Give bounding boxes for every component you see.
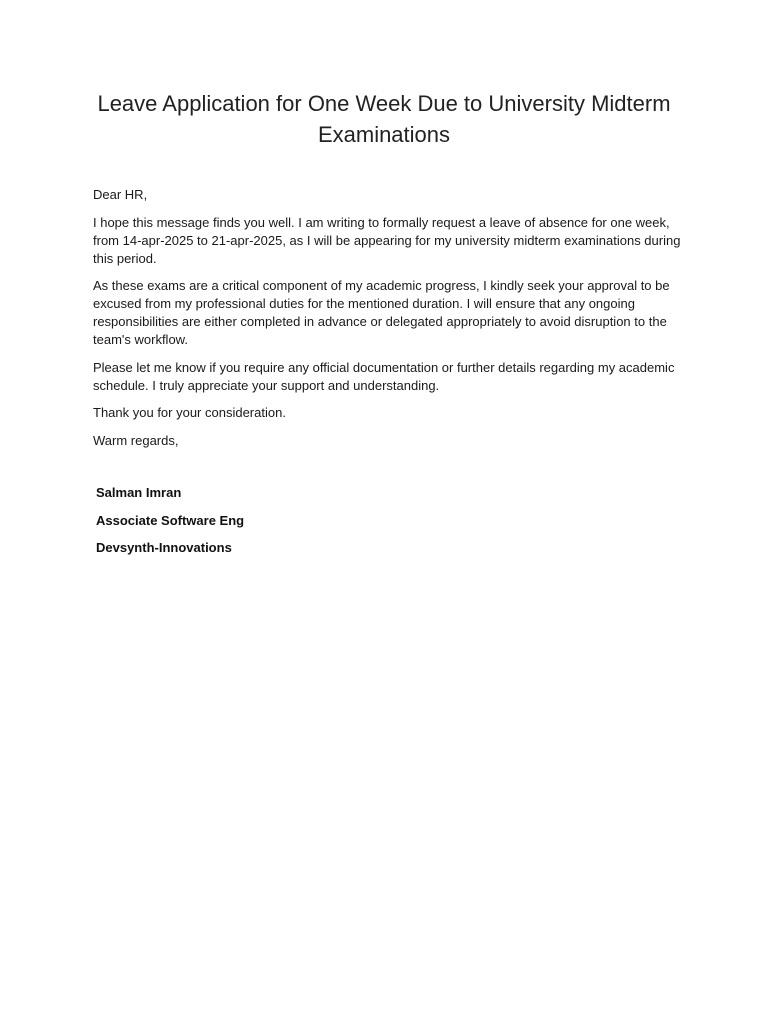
page-title: Leave Application for One Week Due to University Midterm Examinations bbox=[97, 91, 671, 147]
closing: Warm regards, bbox=[93, 432, 179, 448]
signature-name: Salman Imran bbox=[96, 485, 182, 500]
paragraph-intro: I hope this message finds you well. I am writing to formally request a leave of absence for one week, from 14-apr-2025 to 21-apr-2025, as I will be appearing for my university midterm examinations during this period. bbox=[93, 214, 681, 266]
paragraph-request-docs: Please let me know if you require any official documentation or further details regarding my academic schedule. I truly appreciate your support and understanding. bbox=[93, 359, 675, 393]
paragraph-thanks: Thank you for your consideration. bbox=[93, 405, 286, 420]
salutation: Dear HR, bbox=[93, 187, 148, 202]
letter-body bbox=[93, 186, 683, 459]
signature-designation: Associate Software Eng bbox=[96, 512, 245, 528]
paragraph-justification: As these exams are a critical component of my academic progress, I kindly seek your approval to be excused from my professional duties for the mentioned duration. I will ensure that any ongoing responsibilities are either completed in advance or delegated appropriately to avoid disruption to the team's workflow. bbox=[93, 278, 670, 347]
signature-company: Devsynth-Innovations bbox=[96, 540, 232, 555]
signature-block bbox=[96, 484, 496, 567]
